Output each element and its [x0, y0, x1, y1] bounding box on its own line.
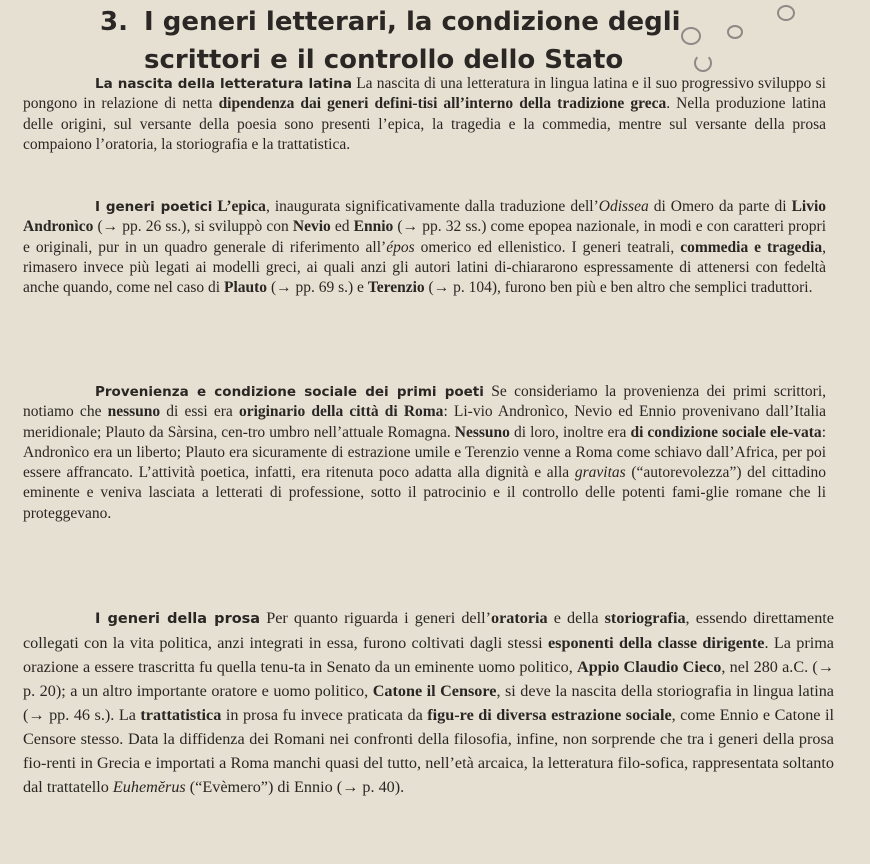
text: : Andronìco era un liberto; Plauto era sicuramente di estrazione umile e Terenzio venne a Roma come schiavo dall’Africa, per poi essere affrancato. L’attività poetica, infatti, era ritenuta poco adatta alla dignità e alla: [23, 423, 826, 482]
text: (→ pp. 32 ss.) come epopea nazionale, in modi e con caratteri propri e originali, pur in un quadro generale di riferimento all’: [23, 218, 826, 256]
bold-text: Appio Claudio Cieco: [577, 658, 722, 676]
text: (→ pp. 26 ss.), si sviluppò con: [93, 218, 293, 236]
bold-text: dipendenza dai generi defini-tisi all’interno della tradizione greca: [218, 95, 667, 113]
text: (→ p. 104), furono ben più e ben altro che semplici traduttori.: [424, 279, 813, 297]
paragraph-generi-poetici: [23, 197, 826, 298]
text: . Nella produzione latina delle origini, sul versante della poesia sono presenti l’epica, la tragedia e la commedia, mentre sul versante della prosa compaiono l’oratoria, la storiografia e la trattatistica.: [23, 95, 826, 153]
bold-text: Plauto: [224, 279, 268, 297]
text: , nel 280 a.C. (→ p. 20); a un altro importante oratore e uomo politico,: [23, 658, 834, 700]
italic-text: épos: [386, 238, 415, 256]
text: e della: [547, 609, 605, 627]
paragraph-heading: I generi della prosa: [95, 611, 261, 627]
text: omerico ed ellenistico. I generi teatrali,: [414, 238, 681, 256]
pencil-circle-mark: [681, 27, 701, 45]
bold-text: Catone il Censore: [372, 682, 497, 700]
italic-text: Euhemĕrus: [112, 778, 186, 796]
bold-text: commedia e tragedia: [680, 238, 823, 256]
pencil-circle-mark: [694, 54, 712, 72]
pencil-circle-mark: [727, 25, 743, 39]
section-number: 3.: [100, 7, 128, 37]
bold-text: Terenzio: [367, 279, 425, 297]
bold-text: storiografia: [604, 609, 686, 627]
text: Per quanto riguarda i generi dell’: [266, 609, 491, 627]
bold-text: nessuno: [107, 403, 161, 421]
bold-text: Nessuno: [454, 423, 510, 441]
bold-text: Ennio: [353, 218, 394, 236]
paragraph-provenienza: [23, 382, 826, 524]
italic-text: Odissea: [598, 198, 649, 215]
text: di Omero da parte di: [648, 198, 792, 215]
bold-text: oratoria: [490, 609, 548, 627]
paragraph-nascita: [23, 74, 826, 155]
text: , si deve la nascita della storiografia in lingua latina (→ pp. 46 s.). La: [23, 682, 834, 724]
text: Se consideriamo la provenienza dei primi scrittori, notiamo che: [23, 383, 827, 421]
bold-text: Livio Andronìco: [23, 198, 827, 236]
bold-text: originario della città di Roma: [238, 403, 444, 421]
text: , rimasero invece più legati ai modelli greci, ai quali anzi gli autori latini di-chiararono espressamente di attenersi con fedeltà anche quando, come nel caso di: [23, 238, 826, 297]
bold-text: L’epica: [217, 198, 266, 215]
text: di essi era: [160, 403, 239, 421]
section-title-line-1: I generi letterari, la condizione degli: [144, 7, 681, 37]
paragraph-heading: Provenienza e condizione sociale dei primi poeti: [95, 384, 484, 400]
text: , come Ennio e Catone il Censore stesso. Data la diffidenza dei Romani nei confronti della filosofia, infine, non sorprende che tra i generi della prosa fio-renti in Grecia e importati a Roma manchi quasi del tutto, nell’età arcaica, la letteratura filo-sofica, rappresentata soltanto dal trattatello: [23, 706, 834, 796]
text: (“Evèmero”) di Ennio (→ p. 40).: [185, 778, 405, 796]
text: , inaugurata significativamente dalla traduzione dell’: [265, 198, 599, 215]
text: ed: [330, 218, 354, 236]
text: (“autorevolezza”) del cittadino eminente e veniva lasciata a letterati di professione, sotto il patrocinio e il controllo delle potenti fami-glie romane che li proteggevano.: [23, 464, 826, 522]
paragraph-generi-prosa: [23, 606, 834, 799]
text: di loro, inoltre era: [509, 423, 631, 441]
text: , essendo direttamente collegati con la vita politica, anzi integrati in essa, furono coltivati dagli stessi: [23, 609, 834, 652]
text: in prosa fu invece praticata da: [221, 706, 428, 724]
bold-text: figu-re di diversa estrazione sociale: [427, 706, 672, 724]
bold-text: di condizione sociale ele-vata: [630, 423, 822, 441]
bold-text: trattatistica: [140, 706, 222, 724]
paragraph-heading: La nascita della letteratura latina: [95, 76, 352, 92]
text: La nascita di una letteratura in lingua latina e il suo progressivo sviluppo si pongono in relazione di netta: [23, 75, 826, 113]
text: (→ pp. 69 s.) e: [267, 279, 368, 297]
paragraph-heading: I generi poetici: [95, 199, 213, 215]
text: : Li-vio Andronìco, Nevio ed Ennio provenivano dall’Italia meridionale; Plauto da Sàrsina, cen-tro umbro nell’attuale Romagna.: [23, 403, 827, 441]
bold-text: Nevio: [292, 218, 331, 236]
bold-text: esponenti della classe dirigente: [547, 634, 765, 652]
pencil-circle-mark: [777, 5, 795, 21]
section-title-line-2: scrittori e il controllo dello Stato: [144, 45, 624, 75]
italic-text: gravitas: [574, 464, 626, 482]
text: . La prima orazione a essere trascritta fu quella tenu-ta in Senato da un eminente uomo politico,: [23, 634, 834, 676]
